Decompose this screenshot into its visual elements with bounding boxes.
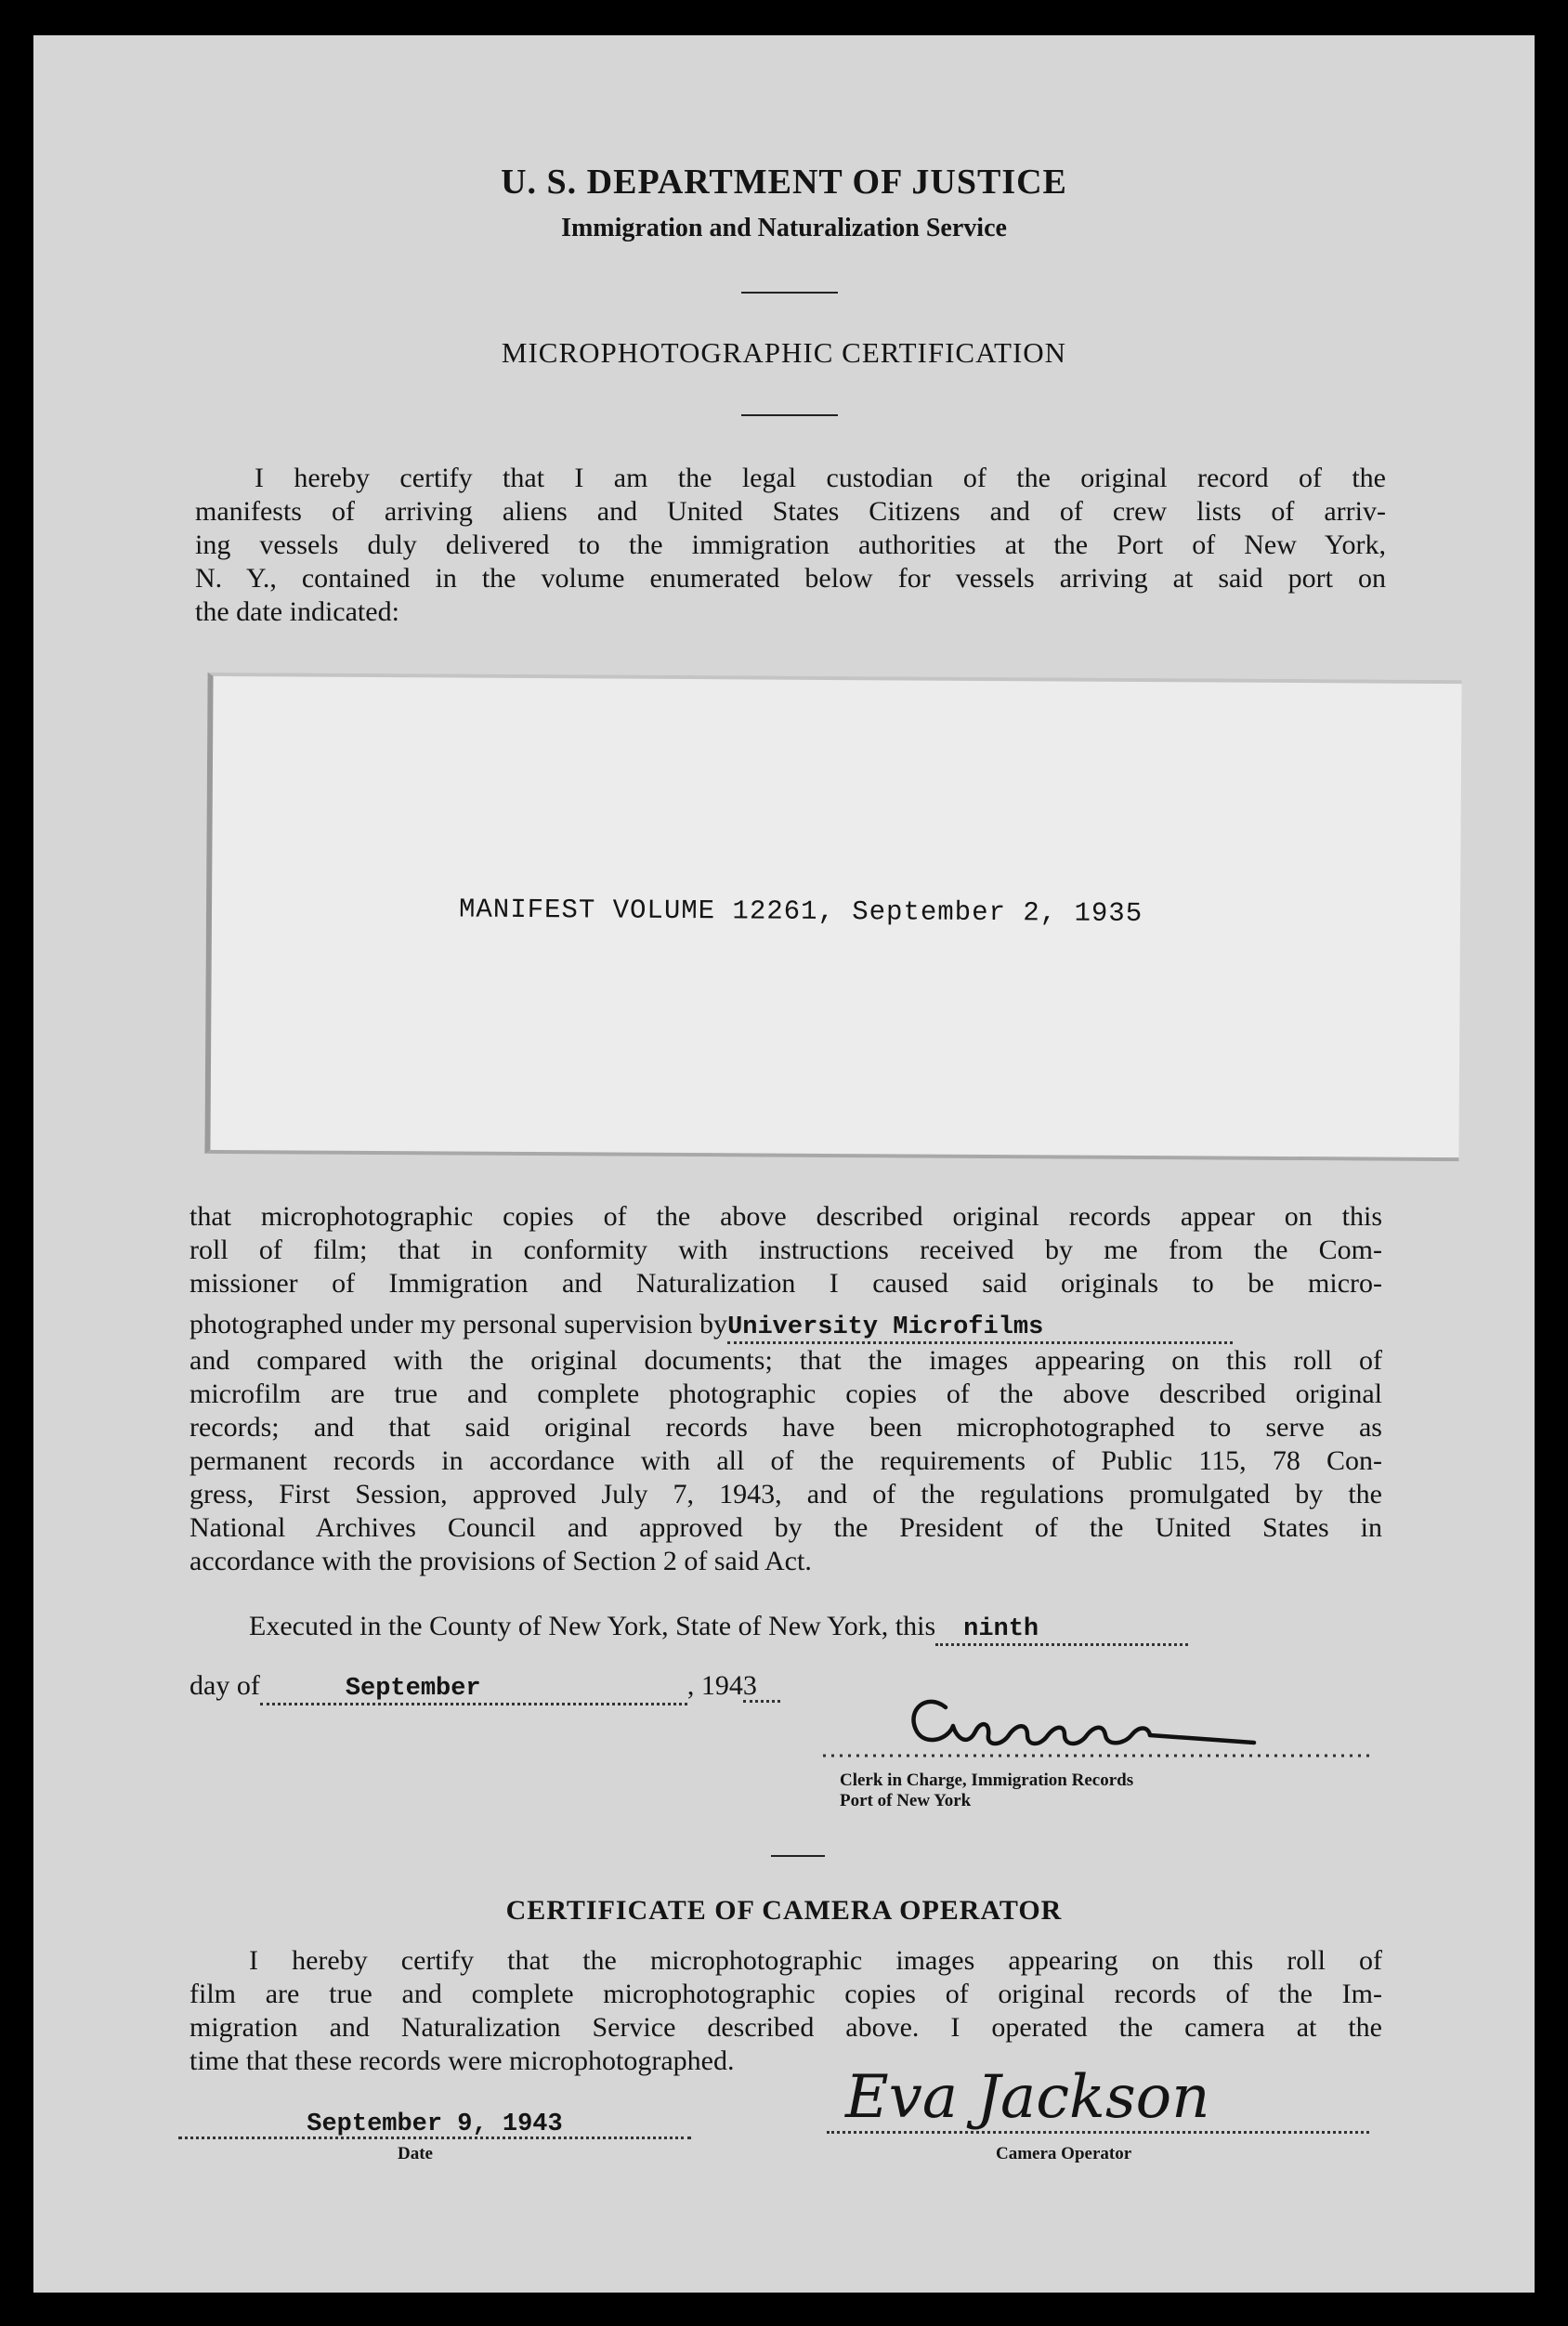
camera-certificate-heading: CERTIFICATE OF CAMERA OPERATOR	[505, 1895, 1063, 1926]
body-line: permanent records in accordance with all of the requirements of Public 115, 78 Con-	[189, 1445, 1382, 1476]
body-line: microfilm are true and complete photographic copies of the above described original	[189, 1379, 1382, 1409]
divider	[741, 292, 838, 294]
body-line: National Archives Council and approved by the President of the United States in	[189, 1512, 1382, 1543]
year-field	[743, 1672, 780, 1703]
form-title: MICROPHOTOGRAPHIC CERTIFICATION	[501, 336, 1067, 369]
supervision-prefix: photographed under my personal supervision by	[189, 1309, 728, 1339]
clerk-title	[840, 1771, 1133, 1811]
body-line: accordance with the provisions of Section 2 of said Act.	[189, 1546, 812, 1576]
year-digit: 3	[742, 1670, 757, 1701]
execution-day: ninth	[963, 1615, 1039, 1643]
service-subheading: Immigration and Naturalization Service	[561, 214, 1007, 242]
intro-paragraph	[195, 462, 1386, 629]
intro-line: ing vessels duly delivered to the immigration authorities at the Port of New York,	[195, 529, 1386, 560]
camera-operator-signature: Eva Jackson	[827, 2064, 1369, 2134]
intro-line: N. Y., contained in the volume enumerated below for vessels arriving at said port on	[195, 563, 1386, 594]
clerk-title-line: Port of New York	[840, 1791, 972, 1810]
supervision-line	[189, 1308, 1382, 1344]
execution-prefix: Executed in the County of New York, State of New York, this	[249, 1611, 936, 1641]
manifest-volume-text: MANIFEST VOLUME 12261, September 2, 1935	[458, 894, 1143, 930]
body-line: missioner of Immigration and Naturalization I caused said originals to be micro-	[189, 1268, 1382, 1299]
execution-date-line	[189, 1669, 780, 1705]
supervisor-field	[727, 1311, 1233, 1344]
clerk-title-line: Clerk in Charge, Immigration Records	[840, 1771, 1134, 1790]
divider	[741, 414, 838, 416]
camera-date-field	[178, 2099, 691, 2139]
body-line: records; and that said original records have been microphotographed to serve as	[189, 1412, 1382, 1443]
year-prefix: , 194	[686, 1670, 743, 1701]
camera-line: I hereby certify that the microphotographic images appearing on this roll of	[249, 1945, 1382, 1976]
camera-operator-label: Camera Operator	[996, 2144, 1132, 2163]
body-line: that microphotographic copies of the above described original records appear on this	[189, 1201, 1382, 1232]
camera-line: time that these records were microphotographed.	[189, 2045, 735, 2076]
day-of-label: day of	[189, 1670, 260, 1701]
intro-line: the date indicated:	[195, 596, 399, 627]
department-heading: U. S. DEPARTMENT OF JUSTICE	[501, 163, 1067, 202]
record-card	[204, 673, 1461, 1161]
camera-line: film are true and complete microphotographic copies of original records of the Im-	[189, 1979, 1382, 2009]
clerk-signature	[817, 1681, 1375, 1767]
camera-line: migration and Naturalization Service described above. I operated the camera at the	[189, 2012, 1382, 2043]
execution-month-field	[260, 1672, 687, 1705]
body-line: and compared with the original documents; that the images appearing on this roll of	[189, 1345, 1382, 1376]
certification-paragraph	[189, 1200, 1382, 1578]
camera-certificate-paragraph	[189, 1944, 1382, 2078]
execution-month: September	[345, 1675, 481, 1703]
supervisor-company: University Microfilms	[727, 1313, 1044, 1341]
body-line: gress, First Session, approved July 7, 1943, and of the regulations promulgated by the	[189, 1479, 1382, 1509]
body-line: roll of film; that in conformity with instructions received by me from the Com-	[189, 1235, 1382, 1265]
camera-date: September 9, 1943	[307, 2110, 563, 2138]
date-label: Date	[398, 2144, 433, 2163]
intro-line: I hereby certify that I am the legal custodian of the original record of the	[255, 463, 1386, 493]
divider	[771, 1855, 825, 1857]
execution-line	[249, 1610, 1188, 1646]
execution-day-field	[935, 1613, 1188, 1646]
intro-line: manifests of arriving aliens and United States Citizens and of crew lists of arriv-	[195, 496, 1386, 527]
